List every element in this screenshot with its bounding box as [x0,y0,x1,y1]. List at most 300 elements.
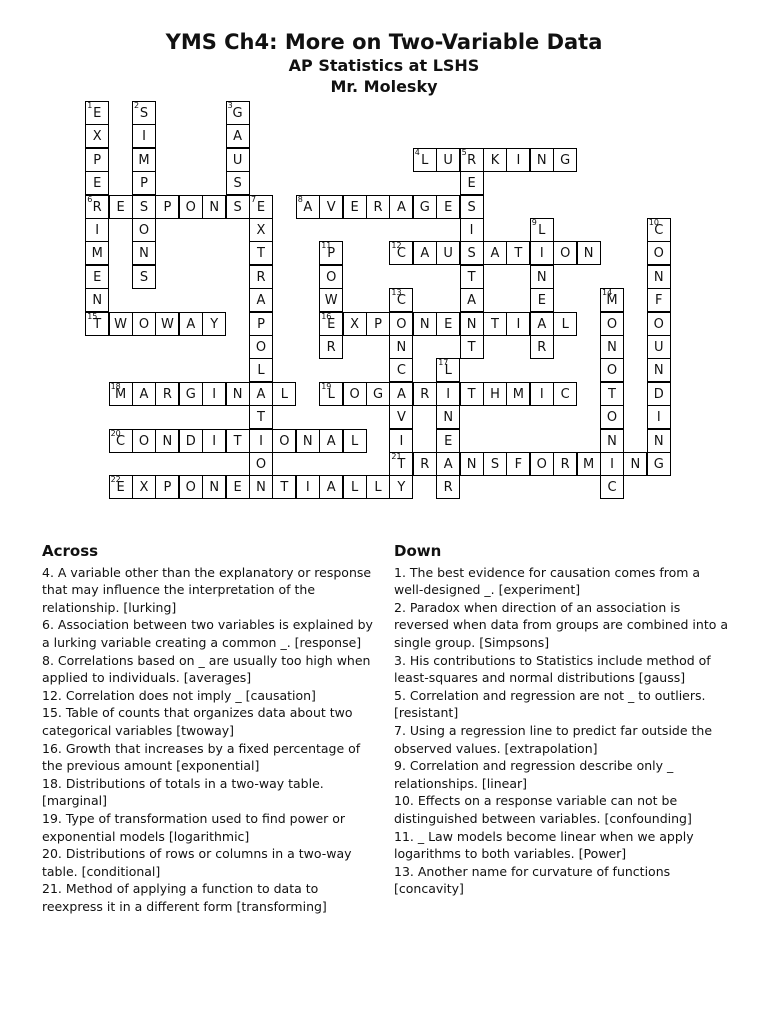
grid-cell[interactable] [226,195,250,219]
cell-letter: T [467,386,476,402]
grid-cell[interactable] [155,312,179,336]
cell-letter: N [443,410,454,426]
grid-cell[interactable] [109,429,133,453]
grid-cell[interactable] [85,265,109,289]
cell-letter: E [233,480,242,496]
grid-cell[interactable] [226,429,250,453]
cell-letter: R [162,386,172,402]
grid-cell[interactable] [483,312,507,336]
grid-cell[interactable] [226,124,250,148]
cell-letter: T [608,386,616,402]
grid-cell[interactable] [389,452,413,476]
grid-cell[interactable] [600,358,624,382]
grid-cell[interactable] [85,288,109,312]
grid-cell[interactable] [460,171,484,195]
cell-letter: O [606,316,618,332]
cell-letter: X [92,129,102,145]
grid-cell[interactable] [460,382,484,406]
grid-cell[interactable] [553,241,577,265]
grid-cell[interactable] [85,312,109,336]
grid-cell[interactable] [436,382,460,406]
clue-number: 13 [391,288,402,298]
grid-cell[interactable] [600,429,624,453]
page-subtitle: AP Statistics at LSHS [288,56,480,75]
cell-letter: L [350,433,359,449]
across-clues [42,543,378,915]
cell-letter: N [466,457,477,472]
cell-letter: E [444,433,453,449]
grid-cell[interactable] [85,218,109,242]
grid-cell[interactable] [647,335,671,359]
cell-letter: R [560,457,570,472]
cell-letter: A [396,199,406,215]
grid-cell[interactable] [343,195,367,219]
grid-cell[interactable] [600,335,624,359]
grid-cell[interactable] [530,241,554,265]
grid-cell[interactable] [389,405,413,429]
grid-cell[interactable] [389,382,413,406]
grid-cell[interactable] [460,265,484,289]
grid-cell[interactable] [366,475,390,499]
cell-letter: N [396,340,407,355]
grid-cell[interactable] [647,358,671,382]
cell-letter: N [583,246,594,262]
grid-cell[interactable] [132,265,156,289]
grid-cell[interactable] [483,148,507,172]
grid-cell[interactable] [249,265,273,289]
grid-cell[interactable] [132,171,156,195]
grid-cell[interactable] [366,195,390,219]
grid-cell[interactable] [179,195,203,219]
grid-cell[interactable] [366,382,390,406]
grid-cell[interactable] [85,124,109,148]
clue-number: 11 [321,241,332,251]
cell-letter: T [257,410,265,426]
grid-cell[interactable] [343,312,367,336]
cell-letter: C [396,293,406,309]
grid-cell[interactable] [132,101,156,125]
cell-letter: I [212,433,217,449]
grid-cell[interactable] [460,335,484,359]
grid-cell[interactable] [600,312,624,336]
cell-letter: M [138,152,150,168]
cell-letter: P [140,176,148,192]
cell-letter: L [561,316,569,332]
grid-cell[interactable] [436,241,460,265]
grid-cell[interactable] [226,101,250,125]
grid-cell[interactable] [623,452,647,476]
grid-cell[interactable] [460,218,484,242]
cell-letter: G [372,386,384,402]
clue-number: 9 [531,218,537,227]
grid-cell[interactable] [249,312,273,336]
grid-cell[interactable] [296,475,320,499]
across-clue: 12. Correlation does not imply _ [causation] [42,687,316,703]
cell-letter: N [536,269,547,285]
grid-cell[interactable] [647,452,671,476]
grid-cell[interactable] [600,288,624,312]
grid-cell[interactable] [85,171,109,195]
cell-letter: P [374,316,382,332]
grid-cell[interactable] [132,218,156,242]
cell-letter: F [655,293,663,309]
cell-letter: T [397,457,406,472]
cell-letter: W [160,316,174,332]
grid-cell[interactable] [530,335,554,359]
across-clue: 20. Distributions of rows or columns in a two-way table. [conditional] [42,846,352,879]
grid-cell[interactable] [249,195,273,219]
cell-letter: T [280,480,289,496]
grid-cell[interactable] [413,148,437,172]
grid-cell[interactable] [249,335,273,359]
grid-cell[interactable] [319,475,343,499]
grid-cell[interactable] [132,195,156,219]
cell-letter: L [257,363,265,379]
grid-cell[interactable] [460,195,484,219]
grid-cell[interactable] [155,382,179,406]
grid-cell[interactable] [506,382,530,406]
cell-letter: N [653,363,664,379]
grid-cell[interactable] [109,312,133,336]
grid-cell[interactable] [366,312,390,336]
grid-cell[interactable] [436,452,460,476]
grid-cell[interactable] [553,452,577,476]
cell-letter: N [209,480,220,496]
cell-letter: S [467,246,476,262]
cell-letter: S [467,199,476,215]
grid-cell[interactable] [413,452,437,476]
grid-cell[interactable] [155,475,179,499]
grid-cell[interactable] [109,195,133,219]
across-heading: Across [42,542,99,560]
grid-cell[interactable] [249,288,273,312]
grid-cell[interactable] [272,475,296,499]
grid-cell[interactable] [109,382,133,406]
grid-cell[interactable] [647,241,671,265]
cell-letter: E [537,293,546,309]
grid-cell[interactable] [530,452,554,476]
grid-cell[interactable] [132,124,156,148]
grid-cell[interactable] [460,148,484,172]
cell-letter: T [233,433,242,449]
cell-letter: I [516,152,521,168]
grid-cell[interactable] [389,429,413,453]
cell-letter: A [490,246,500,262]
cell-letter: T [93,316,102,332]
grid-cell[interactable] [506,312,530,336]
grid-cell[interactable] [389,335,413,359]
grid-cell[interactable] [132,312,156,336]
grid-cell[interactable] [155,429,179,453]
grid-cell[interactable] [413,195,437,219]
cell-letter: I [95,223,100,238]
grid-cell[interactable] [249,382,273,406]
grid-cell[interactable] [483,452,507,476]
clue-number: 16 [321,311,332,321]
cell-letter: F [514,457,523,472]
grid-cell[interactable] [249,358,273,382]
grid-cell[interactable] [460,288,484,312]
cell-letter: A [186,316,196,332]
grid-cell[interactable] [343,429,367,453]
grid-cell[interactable] [132,148,156,172]
clue-number: 10 [648,218,659,227]
grid-cell[interactable] [226,475,250,499]
grid-cell[interactable] [202,429,226,453]
grid-cell[interactable] [436,475,460,499]
cell-letter: I [259,433,263,449]
cell-letter: R [467,152,477,168]
cell-letter: S [139,269,149,285]
grid-cell[interactable] [413,382,437,406]
cell-letter: N [256,480,266,496]
cell-letter: C [396,246,406,262]
grid-cell[interactable] [319,312,343,336]
cell-letter: T [257,246,265,262]
grid-cell[interactable] [343,475,367,499]
cell-letter: N [630,457,641,472]
cell-letter: M [512,386,524,402]
cell-letter: L [327,386,335,402]
grid-cell[interactable] [319,241,343,265]
grid-cell[interactable] [202,475,226,499]
grid-cell[interactable] [226,171,250,195]
grid-cell[interactable] [436,405,460,429]
cell-letter: N [419,316,430,332]
grid-cell[interactable] [413,312,437,336]
cell-letter: R [373,199,383,215]
grid-cell[interactable] [202,312,226,336]
grid-cell[interactable] [85,195,109,219]
grid-cell[interactable] [530,265,554,289]
clue-number: 12 [391,241,402,251]
grid-cell[interactable] [249,429,273,453]
grid-cell[interactable] [179,382,203,406]
grid-cell[interactable] [647,218,671,242]
cell-letter: L [350,480,359,496]
cell-letter: N [92,293,103,309]
cell-letter: M [91,246,103,262]
cell-letter: O [349,386,360,402]
cell-letter: A [326,433,336,449]
grid-cell[interactable] [483,382,507,406]
grid-cell[interactable] [436,148,460,172]
grid-cell[interactable] [600,452,624,476]
cell-letter: E [93,269,102,285]
grid-cell[interactable] [647,382,671,406]
cell-letter: L [374,480,382,496]
cell-letter: G [419,199,430,215]
grid-cell[interactable] [179,312,203,336]
cell-letter: S [233,199,242,215]
across-clue: 4. A variable other than the explanatory or response that may influence the interpretation of the relationship. [lurking] [42,564,372,615]
grid-cell[interactable] [132,382,156,406]
grid-cell[interactable] [647,429,671,453]
cell-letter: P [93,152,102,168]
cell-letter: T [467,269,476,285]
grid-cell[interactable] [132,475,156,499]
cell-letter: C [116,433,126,449]
cell-letter: V [396,410,406,426]
cell-letter: A [396,386,406,402]
cell-letter: Y [210,316,219,332]
cell-letter: N [466,316,477,332]
grid-cell[interactable] [249,241,273,265]
cell-letter: O [326,269,337,285]
cell-letter: N [653,269,664,285]
grid-cell[interactable] [647,405,671,429]
grid-cell[interactable] [389,475,413,499]
grid-cell[interactable] [226,382,250,406]
grid-cell[interactable] [249,475,273,499]
grid-cell[interactable] [460,452,484,476]
grid-cell[interactable] [553,312,577,336]
grid-cell[interactable] [553,148,577,172]
grid-cell[interactable] [272,382,296,406]
grid-cell[interactable] [389,288,413,312]
down-clue: 11. _ Law models become linear when we apply logarithms to both variables. [Power] [394,828,694,862]
grid-cell[interactable] [179,475,203,499]
across-clue: 19. Type of transformation used to find power or exponential models [logarithmic] [42,810,346,844]
cell-letter: C [654,223,664,238]
grid-cell[interactable] [530,148,554,172]
cell-letter: S [490,457,500,472]
grid-cell[interactable] [436,429,460,453]
grid-cell[interactable] [202,195,226,219]
grid-cell[interactable] [85,101,109,125]
grid-cell[interactable] [202,382,226,406]
grid-cell[interactable] [530,288,554,312]
clue-number: 3 [227,101,233,110]
grid-cell[interactable] [530,312,554,336]
cell-letter: A [256,386,266,402]
cell-letter: A [233,129,243,145]
cell-letter: A [537,316,547,332]
cell-letter: N [302,433,313,449]
cell-letter: G [185,386,196,402]
grid-cell[interactable] [577,452,601,476]
grid-cell[interactable] [319,429,343,453]
grid-cell[interactable] [296,195,320,219]
grid-cell[interactable] [389,241,413,265]
grid-cell[interactable] [85,241,109,265]
cell-letter: V [326,199,336,215]
grid-cell[interactable] [109,475,133,499]
grid-cell[interactable] [296,429,320,453]
grid-cell[interactable] [647,312,671,336]
grid-cell[interactable] [647,265,671,289]
grid-cell[interactable] [389,195,413,219]
clue-number: 20 [110,428,121,438]
grid-cell[interactable] [132,241,156,265]
grid-cell[interactable] [436,195,460,219]
clue-number: 18 [110,381,121,391]
cell-letter: M [606,293,618,309]
cell-letter: A [256,293,266,309]
cell-letter: G [653,457,664,472]
grid-cell[interactable] [319,382,343,406]
grid-cell[interactable] [460,241,484,265]
cell-letter: W [114,316,128,332]
cell-letter: O [279,433,290,449]
cell-letter: S [139,199,149,215]
clue-number: 5 [461,147,467,157]
grid-cell[interactable] [249,452,273,476]
cell-letter: I [516,316,521,332]
grid-cell[interactable] [506,148,530,172]
grid-cell[interactable] [319,265,343,289]
cell-letter: U [654,340,664,355]
grid-cell[interactable] [483,241,507,265]
cell-letter: L [538,223,546,238]
cell-letter: I [469,223,474,238]
cell-letter: I [539,386,544,402]
cell-letter: I [305,480,310,496]
grid-cell[interactable] [413,241,437,265]
cell-letter: O [185,199,196,215]
grid-cell[interactable] [319,195,343,219]
grid-cell[interactable] [389,312,413,336]
grid-cell[interactable] [506,452,530,476]
grid-cell[interactable] [460,312,484,336]
grid-cell[interactable] [272,429,296,453]
grid-cell[interactable] [85,148,109,172]
cell-letter: R [420,386,430,402]
grid-cell[interactable] [436,358,460,382]
cell-letter: S [139,106,149,121]
cell-letter: R [326,340,336,355]
grid-cell[interactable] [600,382,624,406]
cell-letter: A [420,246,430,262]
cell-letter: O [606,363,618,379]
cell-letter: E [116,199,125,215]
grid-cell[interactable] [506,241,530,265]
grid-cell[interactable] [249,405,273,429]
grid-cell[interactable] [319,288,343,312]
clue-number: 17 [438,358,449,368]
cell-letter: T [491,316,499,332]
grid-cell[interactable] [226,148,250,172]
cell-letter: E [256,199,266,215]
grid-cell[interactable] [530,382,554,406]
cell-letter: N [232,386,243,402]
grid-cell[interactable] [553,382,577,406]
grid-cell[interactable] [132,429,156,453]
grid-cell[interactable] [249,218,273,242]
down-clue: 7. Using a regression line to predict far outside the observed values. [extrapolation] [394,722,713,756]
grid-cell[interactable] [530,218,554,242]
cell-letter: N [653,433,664,449]
grid-cell[interactable] [319,335,343,359]
grid-cell[interactable] [389,358,413,382]
cell-letter: U [443,152,453,168]
grid-cell[interactable] [577,241,601,265]
cell-letter: O [536,457,547,472]
grid-cell[interactable] [155,195,179,219]
cell-letter: X [350,316,360,332]
grid-cell[interactable] [179,429,203,453]
grid-cell[interactable] [343,382,367,406]
grid-cell[interactable] [600,475,624,499]
cell-letter: S [233,176,242,192]
grid-cell[interactable] [436,312,460,336]
clue-number: 15 [87,311,98,321]
cell-letter: A [303,199,313,215]
grid-cell[interactable] [647,288,671,312]
down-clue: 10. Effects on a response variable can not be distinguished between variables. [confounding] [394,793,692,826]
grid-cell[interactable] [600,405,624,429]
cell-letter: A [139,386,149,402]
